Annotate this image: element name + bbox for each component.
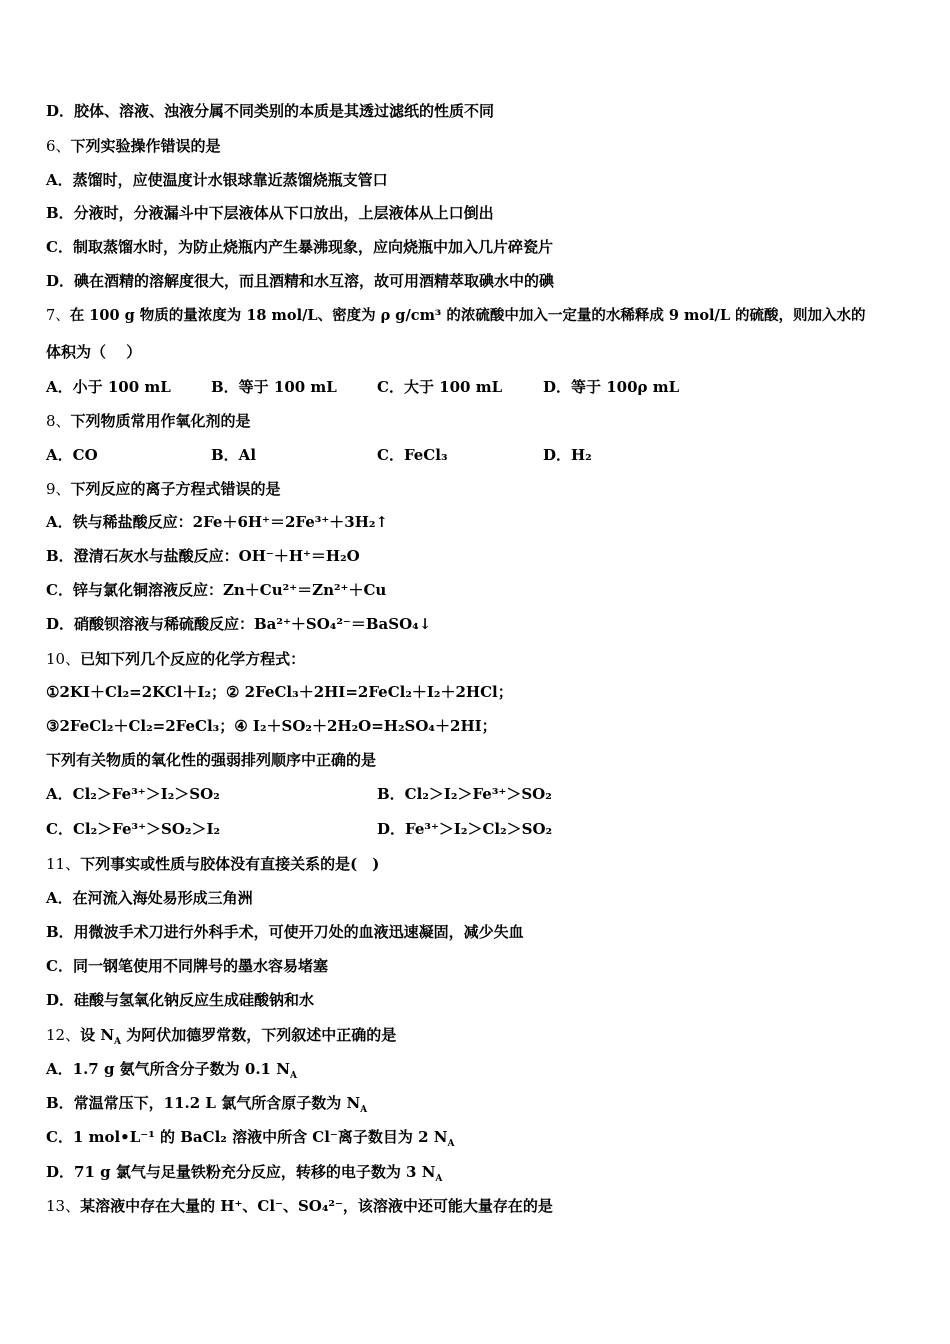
question-8 [46, 411, 251, 431]
q10-option-a: A．Cl₂＞Fe³⁺＞I₂＞SO₂ [46, 785, 220, 803]
q10-equations-1: ①2KI＋Cl₂=2KCl＋I₂；② 2FeCl₃＋2HI=2FeCl₂＋I₂＋2HCl； [46, 683, 513, 701]
q10-option-b: B．Cl₂＞I₂＞Fe³⁺＞SO₂ [377, 785, 552, 803]
q10-equations-2: ③2FeCl₂＋Cl₂=2FeCl₃；④ I₂＋SO₂＋2H₂O=H₂SO₄＋2HI； [46, 717, 497, 735]
question-number: 13、 [46, 1197, 81, 1215]
q5-option-d: D．胶体、溶液、浊液分属不同类别的本质是其透过滤纸的性质不同 [46, 102, 495, 120]
question-stem: 在 100 g 物质的量浓度为 18 mol/L、密度为 ρ g/cm³ 的浓硫酸中加入一定量的水稀释成 9 mol/L 的硫酸，则加入水的 [69, 307, 866, 324]
q6-option-b: B．分液时，分液漏斗中下层液体从下口放出，上层液体从上口倒出 [46, 204, 494, 222]
question-10 [46, 649, 305, 669]
question-stem: 下列物质常用作氧化剂的是 [70, 412, 251, 430]
q12-option-c: C．1 mol•L⁻¹ 的 BaCl₂ 溶液中所含 Cl⁻离子数目为 2 $N_A$ [46, 1128, 455, 1149]
q11-option-a: A．在河流入海处易形成三角洲 [46, 889, 253, 907]
question-11 [46, 854, 379, 874]
question-13 [46, 1196, 553, 1216]
question-number: 11、 [46, 855, 81, 873]
question-number: 7、 [46, 308, 70, 324]
question-number: 10、 [46, 650, 81, 668]
q12-option-d: D．71 g 氯气与足量铁粉充分反应，转移的电子数为 3 $N_A$ [46, 1163, 443, 1184]
q10-stem-2: 下列有关物质的氧化性的强弱排列顺序中正确的是 [46, 751, 377, 769]
q7-option-c: C．大于 100 mL [377, 378, 503, 396]
question-number: 12、 [46, 1026, 81, 1044]
question-stem: 下列反应的离子方程式错误的是 [70, 480, 281, 498]
q9-option-d: D．硝酸钡溶液与稀硫酸反应：Ba²⁺＋SO₄²⁻＝BaSO₄↓ [46, 615, 432, 633]
q9-option-a: A．铁与稀盐酸反应：2Fe＋6H⁺＝2Fe³⁺＋3H₂↑ [46, 513, 389, 531]
q8-option-c: C．FeCl₃ [377, 446, 448, 464]
q10-option-c: C．Cl₂＞Fe³⁺＞SO₂＞I₂ [46, 820, 221, 838]
q9-option-b: B．澄清石灰水与盐酸反应：OH⁻＋H⁺＝H₂O [46, 547, 360, 565]
q8-option-b: B．Al [211, 446, 257, 464]
question-12 [46, 1025, 396, 1052]
question-stem: 下列实验操作错误的是 [70, 137, 221, 155]
question-stem: 下列事实或性质与胶体没有直接关系的是( ) [80, 855, 380, 873]
question-number: 6、 [46, 137, 71, 155]
question-number: 9、 [46, 480, 71, 498]
q11-option-b: B．用微波手术刀进行外科手术，可使开刀处的血液迅速凝固，减少失血 [46, 923, 524, 941]
question-number: 8、 [46, 412, 71, 430]
q12-option-b: B．常温常压下，11.2 L 氯气所含原子数为 $N_A$ [46, 1094, 368, 1115]
q7-option-b: B．等于 100 mL [211, 378, 337, 396]
q10-option-d: D．Fe³⁺＞I₂＞Cl₂＞SO₂ [377, 820, 553, 838]
q8-option-a: A．CO [46, 446, 98, 464]
question-7-cont: 体积为（ ） [46, 343, 142, 361]
question-7 [46, 306, 866, 326]
q7-option-a: A．小于 100 mL [46, 378, 171, 396]
q6-option-c: C．制取蒸馏水时，为防止烧瓶内产生暴沸现象，应向烧瓶中加入几片碎瓷片 [46, 238, 553, 256]
q11-option-c: C．同一钢笔使用不同牌号的墨水容易堵塞 [46, 957, 328, 975]
q12-option-a: A．1.7 g 氨气所含分子数为 0.1 $N_A$ [46, 1060, 297, 1081]
question-stem: 设 $N_A$ 为阿伏加德罗常数，下列叙述中正确的是 [80, 1026, 397, 1047]
q7-option-d: D．等于 100ρ mL [543, 378, 680, 396]
q11-option-d: D．硅酸与氢氧化钠反应生成硅酸钠和水 [46, 991, 315, 1009]
q9-option-c: C．锌与氯化铜溶液反应：Zn＋Cu²⁺＝Zn²⁺＋Cu [46, 581, 387, 599]
q8-option-d: D．H₂ [543, 446, 592, 464]
q6-option-d: D．碘在酒精的溶解度很大，而且酒精和水互溶，故可用酒精萃取碘水中的碘 [46, 272, 555, 290]
q6-option-a: A．蒸馏时，应使温度计水银球靠近蒸馏烧瓶支管口 [46, 171, 388, 189]
question-9 [46, 479, 281, 499]
question-stem: 已知下列几个反应的化学方程式： [80, 650, 306, 668]
question-stem: 某溶液中存在大量的 H⁺、Cl⁻、SO₄²⁻，该溶液中还可能大量存在的是 [80, 1197, 553, 1215]
question-6 [46, 136, 221, 156]
